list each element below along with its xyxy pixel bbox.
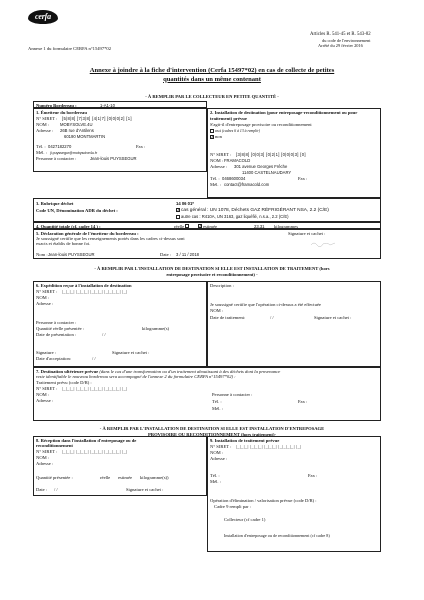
ulterieure-note-line-1: (dans le cas d'une transformation ou d'un traitement aboutissant à des déchets dont la provenance [99,369,281,374]
expedition-sigcachet-label: Signature et cachet : [112,350,150,355]
non-checkbox[interactable]: X [211,134,214,139]
prevue-operation-label: Opération d'élimination / valorisation prévue (code D/R) : [210,498,317,503]
traitement-section-title [0,266,424,277]
description-title: Description : [210,283,234,288]
prevue-collecteur-label[interactable]: Collecteur (cf cadre 1) [224,517,266,522]
reception-date-label: Date : [36,487,48,492]
prevue-nom-label: NOM : [210,450,224,455]
destination-adresse-label: Adresse : [210,164,228,169]
ulterieure-title: 7. Destination ultérieure prévue [36,369,99,374]
expedition-nom-label: NOM : [36,295,50,300]
emetteur-adresse-label: Adresse : [36,128,54,133]
title-line-2: quantités dans un même contenant [163,75,261,83]
articles-line-1: Articles R. 541-45 et R. 543-82 [310,32,371,37]
articles-line-2: du code de l'environnement [322,37,371,43]
emetteur-box [33,108,207,172]
prevue-fax-label: Fax : [308,473,318,478]
destination-adresse-line-2[interactable]: 11400 CASTELNAUDARY [242,170,292,175]
oui-label: oui [215,128,221,133]
cerfa-logo: cerfa [28,10,58,24]
ulterieure-contact-label: Personne à contacter : [212,392,253,397]
reception-date-field[interactable]: / / [54,487,58,492]
ulterieure-siret-field[interactable]: |_|_|_| |_|_|_| |_|_|_| |_|_|_|_| |_| [62,386,128,391]
destination-tel-value[interactable]: 0468600034 [222,176,246,181]
expedition-box [33,281,207,367]
emetteur-mel-value[interactable]: jl.puyssegur@mobysolve4u.fr [50,150,98,155]
reception-reelle-label[interactable]: réelle [100,475,111,480]
rubrique-code-label: Code UN, Dénomination ADR du déchet : [36,208,118,213]
emetteur-tel-value[interactable]: 0427182270 [48,144,72,149]
reception-siret-label: N° SIRET : [36,449,58,454]
destination-mel-label: Mél. : [210,182,221,187]
gaz-label: cas général : UN 1078, Déchets GAZ RÉFRIGÉRANT NSA, 2.2 (C/E) [181,208,329,213]
articles-reference [310,32,371,48]
description-date-label: Date de traitement: [210,315,246,320]
destination-siret-value[interactable]: [3|8|8] [0|0|3] [0|2|1] [0|0|0|3] [0] [236,152,306,157]
autre-label: autre cas : R410A, UN 3163, gaz liquéfié, n.s.a., 2.2 (C/E) [181,214,289,219]
declaration-text-line-2: exacts et établis de bonne foi. [36,241,91,246]
description-sigcachet-label: Signature et cachet : [314,315,352,320]
reception-box [33,436,207,496]
declaration-date-label: Date : [160,252,172,257]
destination-adresse-line-1[interactable]: 301 avenue Georges Frêche [234,164,288,169]
declaration-nom-label: Nom : [36,252,48,257]
reception-siret-field[interactable]: |_|_|_| |_|_|_| |_|_|_| |_|_|_|_| |_| [62,449,128,454]
declaration-nom-value[interactable]: Jean-louis PUYSSEGUR [48,252,95,257]
bordereau-value[interactable]: 1-A1-10 [100,103,115,108]
destination-tel-label: Tél. : [210,176,220,181]
emetteur-title: 1. Émetteur du bordereau [36,110,87,115]
ulterieure-box [33,367,381,421]
quantite-unit: kilogrammes [274,223,298,229]
expedition-quantite-label: Quantité réelle présentée : [36,326,85,331]
destination-oui-option[interactable] [210,128,260,134]
prevue-siret-label: N° SIRET : [210,444,232,449]
reception-title-line-1: 8. Réception dans l'installation d'entreposage ou de [36,438,137,443]
rubrique-code-value[interactable]: 14 06 01* [176,201,194,206]
autre-checkbox[interactable] [176,215,180,219]
destination-box [207,108,381,198]
bordereau-label: Numéro Bordereau : [36,102,77,108]
ulterieure-note-line-2: reste identifiable le nouveau bordereau sera accompagné de l'annexe 2 du formulaire CERFA n°15497*02) : [36,374,236,379]
description-nom-label: NOM : [210,308,224,313]
ulterieure-fax-label: Fax : [298,399,308,404]
expedition-signature-label: Signature : [36,350,57,355]
reception-estimee-label[interactable]: estimée [118,475,133,480]
oui-checkbox[interactable] [210,129,214,133]
emetteur-contact-value[interactable]: Jean-louis PUYSSEGUR [90,156,137,161]
expedition-title: 6. Expédition reçue à l'installation de destination [36,283,132,288]
prevue-cadre-label: Cadre 9 rempli par : [214,504,251,509]
emetteur-siret-label: N° SIRET : [36,116,58,121]
rubrique-gaz-option[interactable] [176,207,329,214]
description-box [207,281,381,367]
emetteur-nom-value[interactable]: MOBYSOLVE.4U [60,122,93,127]
prevue-box [207,436,381,552]
expedition-presentation-date[interactable]: / / [102,332,106,337]
destination-siret-label: N° SIRET : [210,152,232,157]
destination-nom-value[interactable]: FRAMACOLD [224,158,251,163]
reception-adresse-label: Adresse : [36,461,54,466]
reception-quantite-label: Quantité présentée : [36,475,73,480]
traitement-section-title-line-1: - À REMPLIR PAR L'INSTALLATION DE DESTINATION SI ELLE EST INSTALLATION DE TRAITEMENT (hors [94,266,330,271]
destination-nom-label: NOM : [210,158,224,163]
emetteur-siret-value[interactable]: [5|8|8] [7|3|8] [4|1|7] [0|0|0|2] [1] [62,116,132,121]
traitement-section-title-line-2: entreposage provisoire et reconditionnement) - [166,271,258,277]
declaration-title: 5. Déclaration générale de l'émetteur du bordereau : [36,231,139,236]
description-certifie: Je soussigné certifie que l'opération ci-dessus a été effectuée [210,302,321,307]
emetteur-adresse-line-1[interactable]: 26B rue d'Antilens [60,128,94,133]
expedition-siret-field[interactable]: |_|_|_| |_|_|_| |_|_|_| |_|_|_|_| |_| [62,289,128,294]
declaration-sig-label: Signature et cachet : [288,231,326,236]
reception-sigcachet-label: Signature et cachet : [126,487,164,492]
articles-line-3: Arrêté du 29 février 2016 [318,43,363,49]
prevue-tel-label: Tél. : [210,473,220,478]
quantite-title: 4. Quantité totale (cf. cadre 14 ) : [36,223,101,229]
destination-non-option[interactable] [210,134,222,140]
emetteur-mel-label: Mél. : [36,150,47,155]
entreposage-section-title-line-2: PROVISOIRE OU RECONDITIONNEMENT (hors traitement)- [147,431,277,437]
emetteur-contact-label: Personne à contacter : [36,156,77,161]
non-label: non [215,134,222,139]
prevue-title: 9. Installation de traitement prévue [210,438,280,443]
bordereau-number-box [33,101,207,108]
reelle-checkbox[interactable] [185,224,189,228]
quantite-box [33,222,381,229]
annexe-reference: Annexe 1 du formulaire CERFA n°15497*02 [28,46,112,51]
gaz-checkbox[interactable]: X [177,207,180,212]
emetteur-adresse-line-2[interactable]: 60190 MONTMARTIN [64,134,106,139]
estimee-checkbox[interactable]: X [199,224,202,229]
declaration-date-value[interactable]: 3 / 11 / 2018 [176,252,199,257]
collector-section-title: - À REMPLIR PAR LE COLLECTEUR EN PETITE QUANTITÉ - [145,94,279,99]
destination-fax-label: Fax : [298,176,308,181]
entreposage-section-title-line-1: - À REMPLIR PAR L'INSTALLATION DE DESTINATION SI ELLE EST INSTALLATION D'ENTREPOSAGE [99,426,325,431]
ulterieure-mel-label: Mél. : [212,406,223,411]
emetteur-fax-label: Fax : [136,144,146,149]
expedition-contact-label: Personne à contacter : [36,320,77,325]
expedition-siret-label: N° SIRET : [36,289,58,294]
ulterieure-tel-label: Tél. : [212,399,222,404]
reception-title-line-2: reconditionnement [36,443,73,448]
expedition-adresse-label: Adresse : [36,301,54,306]
page-title [56,67,368,85]
title-line-1: Annexe à joindre à la fiche d'intervention (Cerfa 15497*02) en cas de collecte de petites [89,67,335,74]
ulterieure-traitement-label: Traitement prévu (code D/R) : [36,380,92,385]
oui-note: (cadres 6 à 13 à remplir) [222,129,261,133]
rubrique-title: 3. Rubrique déchet [36,201,74,206]
expedition-presentation-label: Date de présentation : [36,332,77,337]
declaration-box [33,229,381,259]
emetteur-nom-label: NOM : [36,122,50,127]
ulterieure-adresse-label: Adresse : [36,398,54,403]
description-date-field[interactable]: / / [270,315,274,320]
quantite-value[interactable]: 23.31 [254,223,265,229]
declaration-text-line-1: Je soussigné certifie que les renseignements portés dans les cadres ci-dessus sont [36,236,185,241]
destination-question: S'agit-il d'entreposage provisoire ou reconditionnement [210,122,312,127]
expedition-acceptation-label: Date d'acceptation: [36,356,72,361]
estimee-label: estimée [203,223,218,229]
expedition-kg-label: kilogramme(s) [142,326,170,331]
ulterieure-siret-label: N° SIRET : [36,386,58,391]
destination-mel-value[interactable]: contact@framacold.com [224,182,270,187]
signature-scribble [310,240,336,248]
destination-title: 2. Installation de destination (pour entreposage-reconditionnement ou pour traitement) prévue [210,110,358,121]
expedition-acceptation-date[interactable]: / / [92,356,96,361]
prevue-siret-field[interactable]: |_|_|_| |_|_|_| |_|_|_| |_|_|_|_| |_| [236,444,302,449]
prevue-adresse-label: Adresse : [210,456,228,461]
reception-kg-label: kilogramme(s)) [140,475,169,480]
prevue-mel-label: Mél. : [210,479,221,484]
emetteur-tel-label: Tél. : [36,144,46,149]
prevue-installation-label[interactable]: Installation d'entreposage ou de reconditionnement (cf cadre 8) [224,533,330,538]
rubrique-autre-option[interactable] [176,214,289,220]
reception-nom-label: NOM : [36,455,50,460]
ulterieure-nom-label: NOM : [36,392,50,397]
reelle-label: réelle [174,223,185,229]
rubrique-box [33,198,381,222]
